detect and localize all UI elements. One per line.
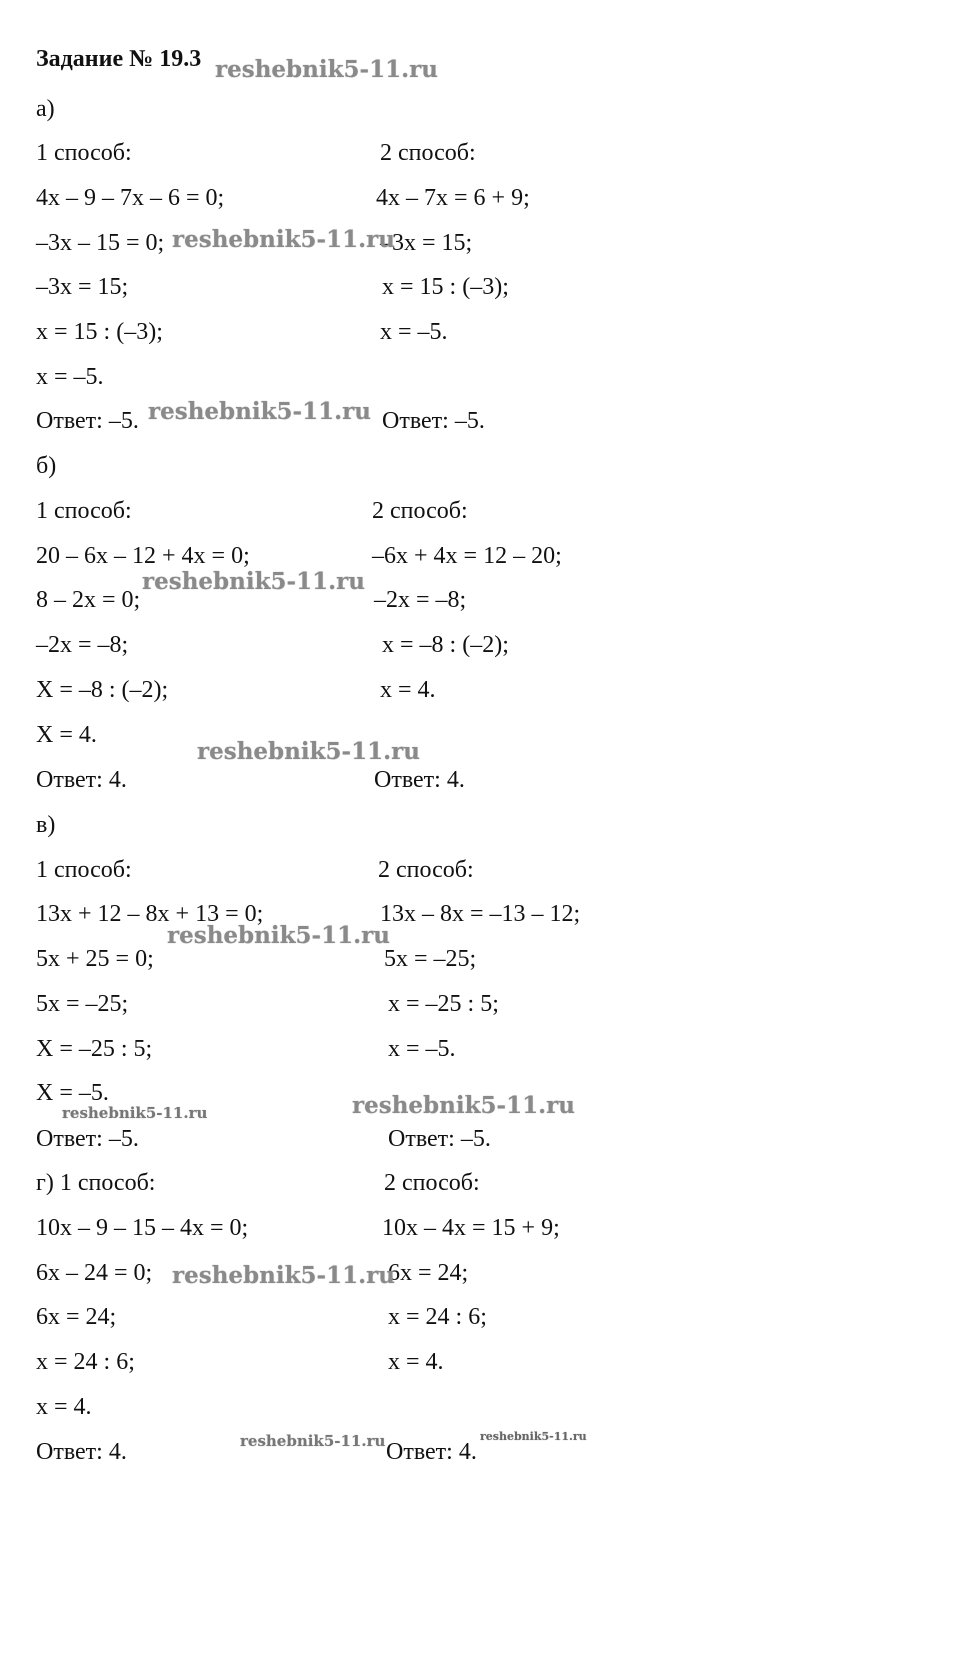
part-b-m2-line: x = –8 : (–2); bbox=[382, 632, 509, 658]
part-b-m1-line: 8 – 2x = 0; bbox=[36, 587, 141, 613]
part-a-m1-line: –3x = 15; bbox=[36, 274, 129, 300]
part-a-m2-line: 4x – 7x = 6 + 9; bbox=[376, 185, 530, 211]
part-g-method1-header: г) 1 способ: bbox=[36, 1170, 156, 1196]
part-v-m2-answer: Ответ: –5. bbox=[388, 1126, 491, 1152]
part-v-m1-answer: Ответ: –5. bbox=[36, 1126, 139, 1152]
watermark-text: reshebnik5-11.ru bbox=[148, 398, 371, 425]
part-b-m2-answer: Ответ: 4. bbox=[374, 767, 465, 793]
part-b-method1-header: 1 способ: bbox=[36, 498, 132, 524]
part-v-m1-line: 13x + 12 – 8x + 13 = 0; bbox=[36, 901, 264, 927]
part-a-m2-line: x = 15 : (–3); bbox=[382, 274, 509, 300]
part-v-m2-line: x = –5. bbox=[388, 1036, 456, 1062]
part-g-m2-answer: Ответ: 4. bbox=[386, 1439, 477, 1465]
watermark-text: reshebnik5-11.ru bbox=[167, 922, 390, 949]
watermark-text: reshebnik5-11.ru bbox=[62, 1104, 208, 1122]
part-g-m1-line: 6x – 24 = 0; bbox=[36, 1260, 153, 1286]
part-b-m1-line: X = –8 : (–2); bbox=[36, 677, 169, 703]
part-v-m2-line: 5x = –25; bbox=[384, 946, 477, 972]
part-a-m2-answer: Ответ: –5. bbox=[382, 408, 485, 434]
part-g-m1-line: 10x – 9 – 15 – 4x = 0; bbox=[36, 1215, 249, 1241]
part-a-m2-line: x = –5. bbox=[380, 319, 448, 345]
part-a-m1-line: x = –5. bbox=[36, 364, 104, 390]
part-g-method2-header: 2 способ: bbox=[384, 1170, 480, 1196]
part-b-method2-header: 2 способ: bbox=[372, 498, 468, 524]
task-title: Задание № 19.3 bbox=[36, 46, 202, 72]
part-g-m2-line: 10x – 4x = 15 + 9; bbox=[382, 1215, 560, 1241]
watermark-text: reshebnik5-11.ru bbox=[240, 1432, 386, 1450]
part-b-m2-line: x = 4. bbox=[380, 677, 436, 703]
part-b-m2-line: –6x + 4x = 12 – 20; bbox=[372, 543, 562, 569]
part-b-m2-line: –2x = –8; bbox=[374, 587, 467, 613]
part-v-label: в) bbox=[36, 812, 56, 838]
watermark-text: reshebnik5-11.ru bbox=[197, 738, 420, 765]
watermark-text: reshebnik5-11.ru bbox=[142, 568, 365, 595]
part-b-m1-line: X = 4. bbox=[36, 722, 97, 748]
part-v-m1-line: 5x = –25; bbox=[36, 991, 129, 1017]
part-v-m1-line: X = –5. bbox=[36, 1080, 109, 1106]
part-v-m2-line: x = –25 : 5; bbox=[388, 991, 499, 1017]
part-g-m1-line: x = 4. bbox=[36, 1394, 92, 1420]
part-a-m2-line: –3x = 15; bbox=[380, 230, 473, 256]
part-a-m1-line: –3x – 15 = 0; bbox=[36, 230, 165, 256]
part-v-m1-line: X = –25 : 5; bbox=[36, 1036, 153, 1062]
watermark-text: reshebnik5-11.ru bbox=[352, 1092, 575, 1119]
part-g-m1-line: x = 24 : 6; bbox=[36, 1349, 135, 1375]
part-g-m1-answer: Ответ: 4. bbox=[36, 1439, 127, 1465]
part-a-m1-line: x = 15 : (–3); bbox=[36, 319, 163, 345]
part-v-method1-header: 1 способ: bbox=[36, 857, 132, 883]
part-g-m2-line: 6x = 24; bbox=[388, 1260, 469, 1286]
part-v-method2-header: 2 способ: bbox=[378, 857, 474, 883]
part-g-m2-line: x = 24 : 6; bbox=[388, 1304, 487, 1330]
part-b-label: б) bbox=[36, 453, 57, 479]
part-a-m1-line: 4x – 9 – 7x – 6 = 0; bbox=[36, 185, 225, 211]
part-a-method2-header: 2 способ: bbox=[380, 140, 476, 166]
part-a-label: а) bbox=[36, 96, 55, 122]
part-v-m1-line: 5x + 25 = 0; bbox=[36, 946, 154, 972]
watermark-text: reshebnik5-11.ru bbox=[480, 1430, 587, 1443]
watermark-text: reshebnik5-11.ru bbox=[215, 56, 438, 83]
watermark-text: reshebnik5-11.ru bbox=[172, 226, 395, 253]
part-b-m1-line: 20 – 6x – 12 + 4x = 0; bbox=[36, 543, 250, 569]
part-a-method1-header: 1 способ: bbox=[36, 140, 132, 166]
part-b-m1-answer: Ответ: 4. bbox=[36, 767, 127, 793]
part-a-m1-answer: Ответ: –5. bbox=[36, 408, 139, 434]
part-v-m2-line: 13x – 8x = –13 – 12; bbox=[380, 901, 581, 927]
part-b-m1-line: –2x = –8; bbox=[36, 632, 129, 658]
part-g-m1-line: 6x = 24; bbox=[36, 1304, 117, 1330]
watermark-text: reshebnik5-11.ru bbox=[172, 1262, 395, 1289]
part-g-m2-line: x = 4. bbox=[388, 1349, 444, 1375]
